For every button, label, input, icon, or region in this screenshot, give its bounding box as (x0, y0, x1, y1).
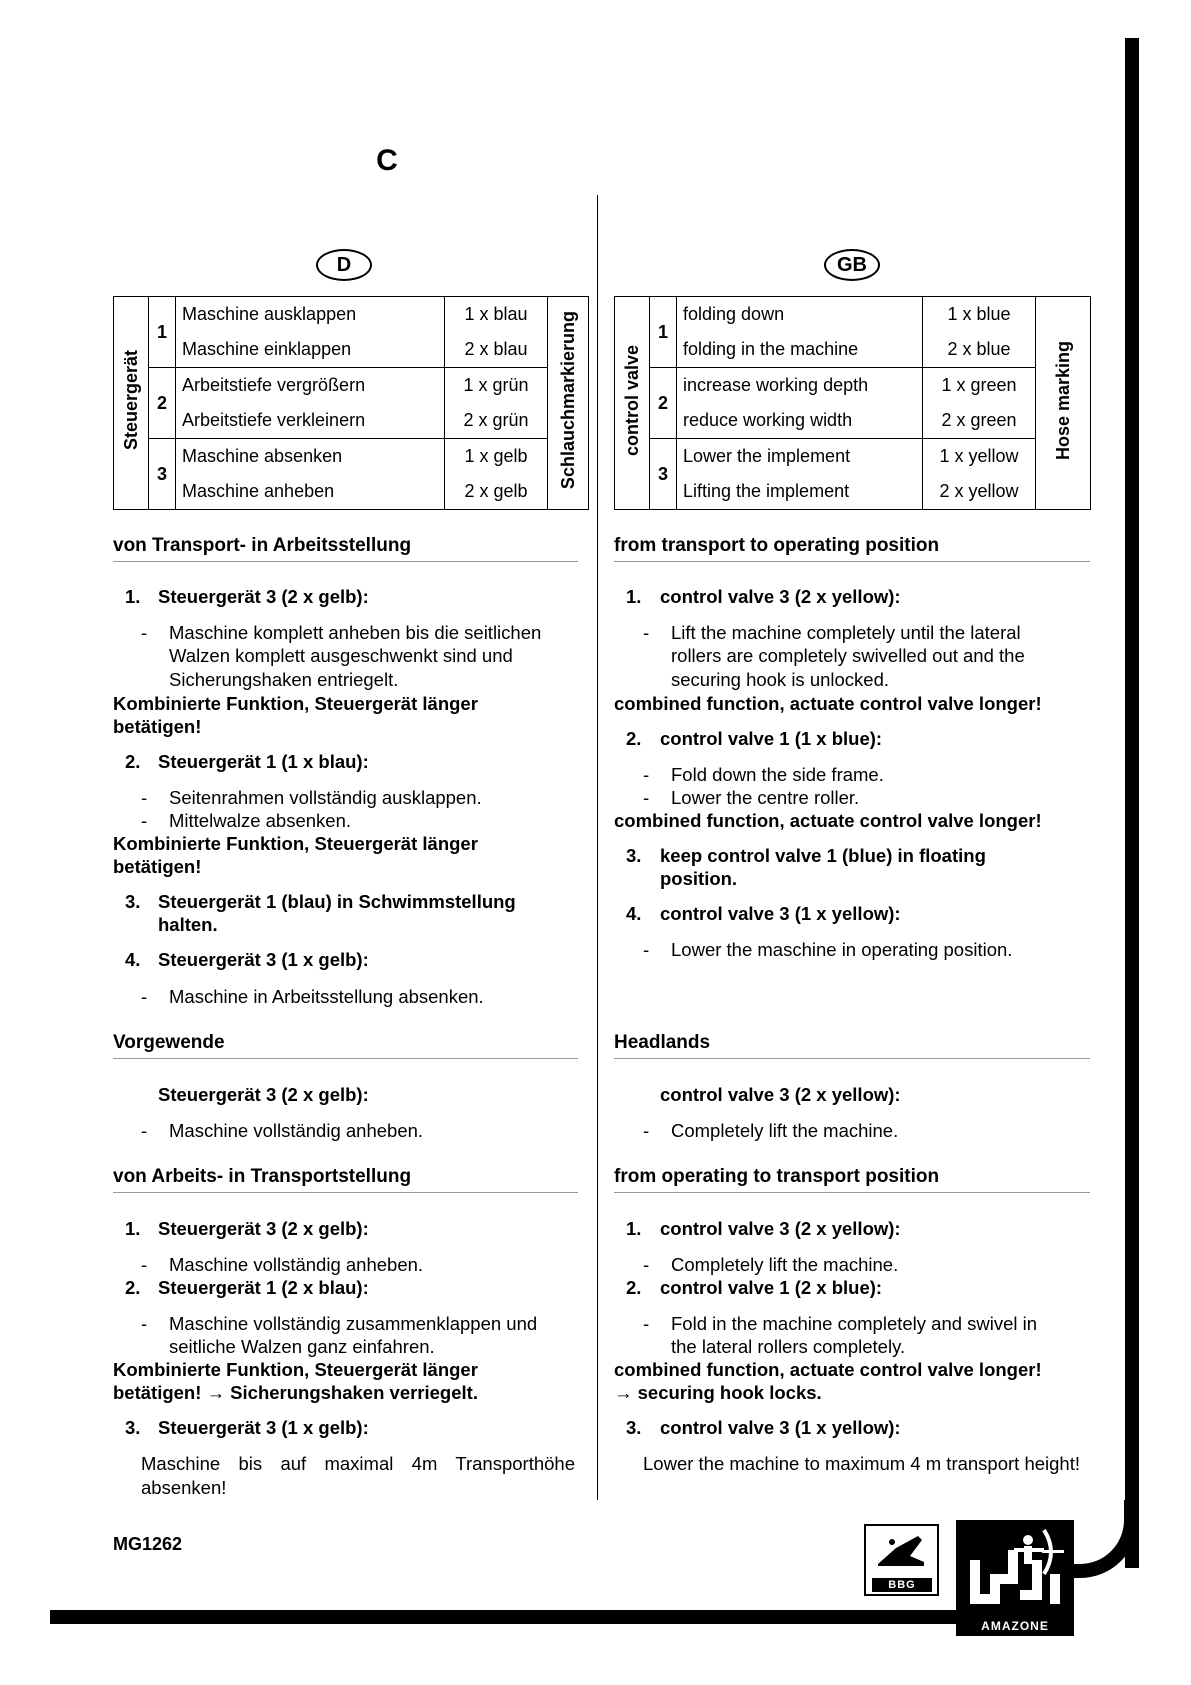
step-text: Maschine vollständig zusammenklappen und (169, 1313, 538, 1334)
bullet-dash: - (643, 1120, 650, 1141)
step-number: 4. (626, 903, 642, 924)
valve-number: 2 (149, 368, 176, 439)
step-text: Sicherungshaken entriegelt. (169, 669, 399, 690)
step-number: 2. (125, 1277, 141, 1298)
table-cell: Arbeitstiefe vergrößern (176, 368, 445, 404)
table-cell: 1 x blau (445, 297, 548, 333)
bullet-dash: - (643, 764, 650, 785)
table-cell: increase working depth (677, 368, 923, 404)
column-divider (597, 195, 598, 1500)
table-cell: Arbeitstiefe verkleinern (176, 403, 445, 439)
bullet-dash: - (643, 787, 650, 808)
step-number: 2. (626, 728, 642, 749)
bullet-dash: - (643, 1254, 650, 1275)
step-title: halten. (158, 914, 218, 935)
table-cell: 1 x grün (445, 368, 548, 404)
section-heading: von Transport- in Arbeitsstellung (113, 533, 578, 562)
step-text: seitliche Walzen ganz einfahren. (169, 1336, 435, 1357)
table-cell: 2 x green (923, 403, 1036, 439)
note-text: combined function, actuate control valve longer! (614, 693, 1042, 714)
table-cell: 1 x gelb (445, 439, 548, 475)
step-title: Steuergerät 1 (1 x blau): (158, 751, 369, 772)
bbg-emblem-icon (866, 1526, 937, 1576)
table-cell: 2 x grün (445, 403, 548, 439)
valve-number: 3 (650, 439, 677, 510)
bullet-dash: - (141, 622, 148, 643)
table-cell: 1 x blue (923, 297, 1036, 333)
note-text: betätigen! (113, 856, 202, 877)
table-cell: Maschine ausklappen (176, 297, 445, 333)
note-text: betätigen! (113, 716, 202, 737)
step-text: the lateral rollers completely. (671, 1336, 906, 1357)
bbg-logo-text: BBG (872, 1578, 932, 1592)
bullet-dash: - (141, 787, 148, 808)
step-text: Fold down the side frame. (671, 764, 884, 785)
step-text: Maschine in Arbeitsstellung absenken. (169, 986, 484, 1007)
valve-number: 3 (149, 439, 176, 510)
table-cell: 2 x yellow (923, 474, 1036, 510)
page-border-right (1125, 38, 1139, 1568)
control-table-en (614, 296, 1091, 510)
bullet-dash: - (643, 622, 650, 643)
table-cell: 1 x green (923, 368, 1036, 404)
step-title: Steuergerät 1 (2 x blau): (158, 1277, 369, 1298)
step-number: 3. (125, 1417, 141, 1438)
valve-number: 1 (650, 297, 677, 368)
table-cell: Lower the implement (677, 439, 923, 475)
step-text: Lower the centre roller. (671, 787, 860, 808)
table-cell: Maschine absenken (176, 439, 445, 475)
table-right-label: Hose marking (1036, 297, 1091, 510)
table-cell: reduce working width (677, 403, 923, 439)
step-title: control valve 1 (1 x blue): (660, 728, 883, 749)
note-text: Kombinierte Funktion, Steuergerät länger (113, 1359, 478, 1380)
step-text: Maschine bis auf maximal 4m Transporthöhe absenken! (141, 1453, 575, 1498)
step-text: Fold in the machine completely and swivel in (671, 1313, 1038, 1334)
step-title: Steuergerät 3 (1 x gelb): (158, 1417, 369, 1438)
note-text: Kombinierte Funktion, Steuergerät länger (113, 693, 478, 714)
step-number: 3. (626, 1417, 642, 1438)
valve-number: 2 (650, 368, 677, 439)
step-text: Completely lift the machine. (671, 1254, 899, 1275)
step-text: Lift the machine completely until the lateral (671, 622, 1021, 643)
note-text: Kombinierte Funktion, Steuergerät länger (113, 833, 478, 854)
table-left-label: Steuergerät (114, 297, 149, 510)
amazone-logo-text: AMAZONE (981, 1619, 1049, 1633)
step-title: Steuergerät 3 (2 x gelb): (158, 1084, 369, 1105)
bullet-dash: - (141, 1120, 148, 1141)
table-right-label: Schlauchmarkierung (548, 297, 589, 510)
amazone-emblem-icon (956, 1520, 1074, 1620)
step-title: control valve 3 (2 x yellow): (660, 586, 901, 607)
step-number: 2. (626, 1277, 642, 1298)
step-text: securing hook is unlocked. (671, 669, 890, 690)
bullet-dash: - (141, 986, 148, 1007)
table-cell: Lifting the implement (677, 474, 923, 510)
step-text: rollers are completely swivelled out and the (671, 645, 1025, 666)
step-number: 1. (626, 586, 642, 607)
table-cell: 1 x yellow (923, 439, 1036, 475)
section-heading: from operating to transport position (614, 1164, 1090, 1193)
bullet-dash: - (141, 1313, 148, 1334)
section-heading: von Arbeits- in Transportstellung (113, 1164, 578, 1193)
table-cell: Maschine einklappen (176, 332, 445, 368)
step-text: Lower the maschine in operating position. (671, 939, 1013, 960)
step-title: Steuergerät 1 (blau) in Schwimmstellung (158, 891, 516, 912)
section-heading: Headlands (614, 1030, 1090, 1059)
note-text: combined function, actuate control valve longer! (614, 810, 1042, 831)
step-number: 1. (125, 1218, 141, 1239)
valve-number: 1 (149, 297, 176, 368)
step-number: 4. (125, 949, 141, 970)
step-title: control valve 1 (2 x blue): (660, 1277, 883, 1298)
step-text: Completely lift the machine. (671, 1120, 899, 1141)
step-title: Steuergerät 3 (2 x gelb): (158, 586, 369, 607)
step-title: control valve 3 (2 x yellow): (660, 1084, 901, 1105)
step-title: Steuergerät 3 (2 x gelb): (158, 1218, 369, 1239)
step-text: Lower the machine to maximum 4 m transport height! (643, 1453, 1080, 1474)
step-title: keep control valve 1 (blue) in floating (660, 845, 986, 866)
bullet-dash: - (141, 1254, 148, 1275)
section-heading: from transport to operating position (614, 533, 1090, 562)
document-code: MG1262 (113, 1534, 183, 1554)
bullet-dash: - (141, 810, 148, 831)
table-cell: 2 x blau (445, 332, 548, 368)
step-text: Maschine vollständig anheben. (169, 1120, 424, 1141)
step-number: 3. (626, 845, 642, 866)
step-title: position. (660, 868, 738, 889)
step-text: Walzen komplett ausgeschwenkt sind und (169, 645, 513, 666)
table-left-label: control valve (615, 297, 650, 510)
note-text: → securing hook locks. (614, 1382, 822, 1403)
section-heading: Vorgewende (113, 1030, 578, 1059)
control-table-de (113, 296, 589, 510)
bullet-dash: - (643, 1313, 650, 1334)
table-cell: Maschine anheben (176, 474, 445, 510)
step-number: 1. (125, 586, 141, 607)
table-cell: 2 x blue (923, 332, 1036, 368)
note-text: betätigen! → Sicherungshaken verriegelt. (113, 1382, 478, 1403)
section-letter: C (376, 144, 398, 177)
step-text: Maschine vollständig anheben. (169, 1254, 424, 1275)
step-title: control valve 3 (1 x yellow): (660, 1417, 901, 1438)
step-title: control valve 3 (2 x yellow): (660, 1218, 901, 1239)
note-text: combined function, actuate control valve longer! (614, 1359, 1042, 1380)
step-text: Mittelwalze absenken. (169, 810, 352, 831)
language-badge-de: D (316, 249, 372, 281)
step-title: control valve 3 (1 x yellow): (660, 903, 901, 924)
table-cell: folding in the machine (677, 332, 923, 368)
table-cell: folding down (677, 297, 923, 333)
step-text: Seitenrahmen vollständig ausklappen. (169, 787, 482, 808)
language-badge-gb: GB (824, 249, 880, 281)
table-cell: 2 x gelb (445, 474, 548, 510)
step-text: Maschine komplett anheben bis die seitlichen (169, 622, 542, 643)
page-border-bottom (50, 1610, 960, 1624)
bullet-dash: - (643, 939, 650, 960)
step-number: 2. (125, 751, 141, 772)
step-number: 1. (626, 1218, 642, 1239)
step-title: Steuergerät 3 (1 x gelb): (158, 949, 369, 970)
step-number: 3. (125, 891, 141, 912)
